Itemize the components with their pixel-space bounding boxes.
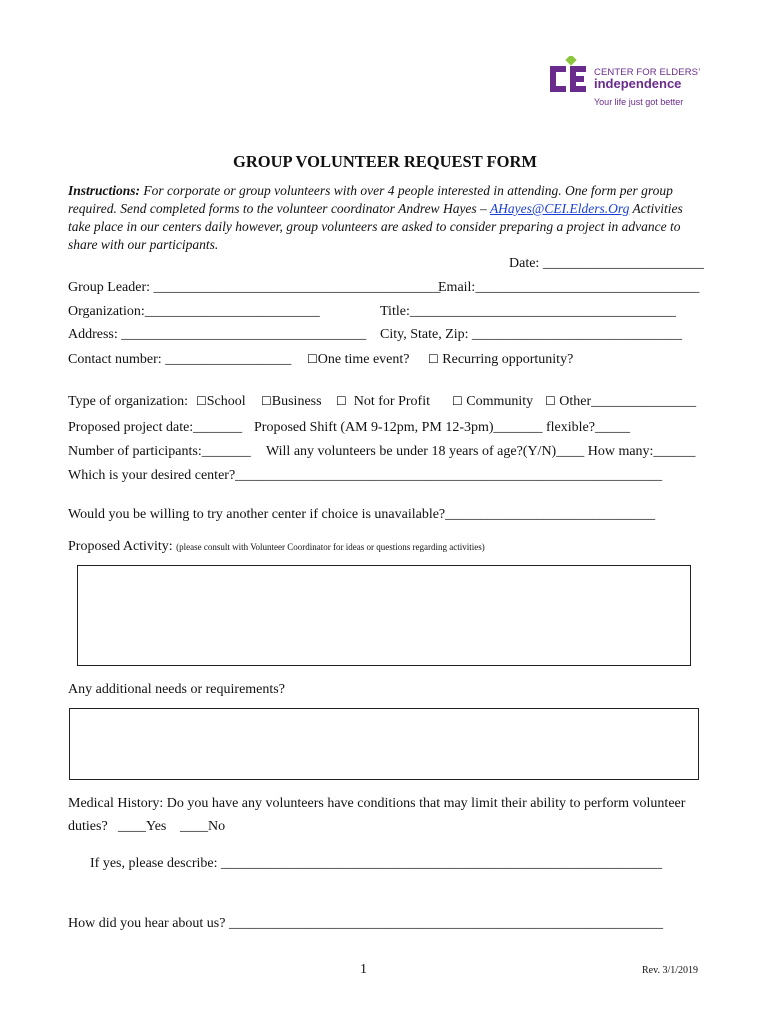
num-participants-field[interactable]: Number of participants:_______ (68, 444, 251, 459)
city-state-zip-field[interactable]: City, State, Zip: ______________________________ (380, 327, 683, 342)
logo-org-line2: independence (594, 76, 682, 91)
proposed-activity-label: Proposed Activity: (68, 539, 173, 554)
community-label: Community (466, 394, 534, 409)
other-label: Other_______________ (559, 394, 697, 409)
recurring-label: Recurring opportunity? (442, 352, 574, 367)
email-field[interactable]: Email:________________________________ (438, 280, 700, 295)
cei-logo-mark (548, 56, 592, 96)
another-center-field[interactable]: Would you be willing to try another center if choice is unavailable?______________________________ (68, 507, 656, 522)
nonprofit-label: Not for Profit (353, 394, 430, 409)
duties-label: duties? (68, 819, 108, 834)
cei-logo (548, 56, 708, 112)
org-type-other[interactable] (545, 394, 696, 410)
org-type-school[interactable] (196, 394, 246, 410)
org-type-nonprofit[interactable] (336, 394, 430, 410)
if-yes-describe-field[interactable]: If yes, please describe: _______________________________________________________________ (90, 856, 662, 871)
other-checkbox[interactable]: ☐ (545, 394, 556, 408)
business-checkbox[interactable]: ☐ (261, 394, 272, 408)
under-18-field[interactable]: Will any volunteers be under 18 years of age?(Y/N)____ How many:______ (266, 444, 696, 459)
one-time-event-option[interactable] (307, 352, 410, 368)
additional-needs-textarea[interactable] (69, 708, 699, 780)
one-time-event-checkbox[interactable]: ☐ (307, 352, 318, 366)
date-field[interactable]: Date: _______________________ (509, 256, 704, 271)
instructions-text-1: For corporate or group volunteers with over 4 people interested in attending. One form per group required. Send completed forms to the volunteer coordinator Andrew Hayes – (68, 183, 673, 216)
page-number: 1 (360, 962, 367, 977)
proposed-date-field[interactable]: Proposed project date:_______ (68, 420, 243, 435)
instructions (68, 182, 708, 254)
medical-no-field[interactable]: ____No (180, 819, 226, 834)
business-label: Business (271, 394, 322, 409)
logo-tagline: Your life just got better (594, 97, 684, 107)
proposed-activity-note: (please consult with Volunteer Coordinator for ideas or questions regarding activities) (176, 542, 485, 552)
logo-org-line1: CENTER FOR ELDERS’ (594, 67, 701, 78)
nonprofit-checkbox[interactable]: ☐ (336, 394, 347, 408)
address-field[interactable]: Address: ___________________________________ (68, 327, 367, 342)
form-title: GROUP VOLUNTEER REQUEST FORM (233, 152, 537, 171)
medical-yes-field[interactable]: ____Yes (118, 819, 167, 834)
flexible-field[interactable]: flexible?_____ (546, 420, 630, 435)
title-field[interactable]: Title:______________________________________ (380, 304, 676, 319)
recurring-checkbox[interactable]: ☐ (428, 352, 439, 366)
additional-needs-label: Any additional needs or requirements? (68, 682, 285, 697)
instructions-text-2: Activities take place in our centers daily however, group volunteers are asked to consider preparing a project in advance to share with our participants. (68, 201, 683, 252)
recurring-option[interactable] (428, 352, 573, 368)
instructions-label: Instructions: (68, 183, 141, 198)
revision-date: Rev. 3/1/2019 (642, 965, 699, 976)
type-of-org-label: Type of organization: (68, 394, 189, 409)
contact-number-field[interactable]: Contact number: __________________ (68, 352, 292, 367)
one-time-event-label: One time event? (317, 352, 410, 367)
school-label: School (206, 394, 246, 409)
group-leader-field[interactable]: Group Leader: _________________________________________ (68, 280, 441, 295)
community-checkbox[interactable]: ☐ (452, 394, 463, 408)
org-type-business[interactable] (261, 394, 322, 410)
school-checkbox[interactable]: ☐ (196, 394, 207, 408)
org-type-community[interactable] (452, 394, 533, 410)
hear-about-us-field[interactable]: How did you hear about us? ______________________________________________________________ (68, 916, 663, 931)
proposed-activity (68, 539, 485, 555)
coordinator-email-link[interactable]: AHayes@CEI.Elders.Org (489, 201, 630, 216)
proposed-activity-textarea[interactable] (77, 565, 691, 666)
medical-history-label: Medical History: Do you have any volunteers have conditions that may limit their ability to perform volunteer (68, 796, 686, 811)
organization-field[interactable]: Organization:_________________________ (68, 304, 320, 319)
desired-center-field[interactable]: Which is your desired center?_____________________________________________________________ (68, 468, 663, 483)
proposed-shift-field[interactable]: Proposed Shift (AM 9-12pm, PM 12-3pm)_______ (254, 420, 543, 435)
